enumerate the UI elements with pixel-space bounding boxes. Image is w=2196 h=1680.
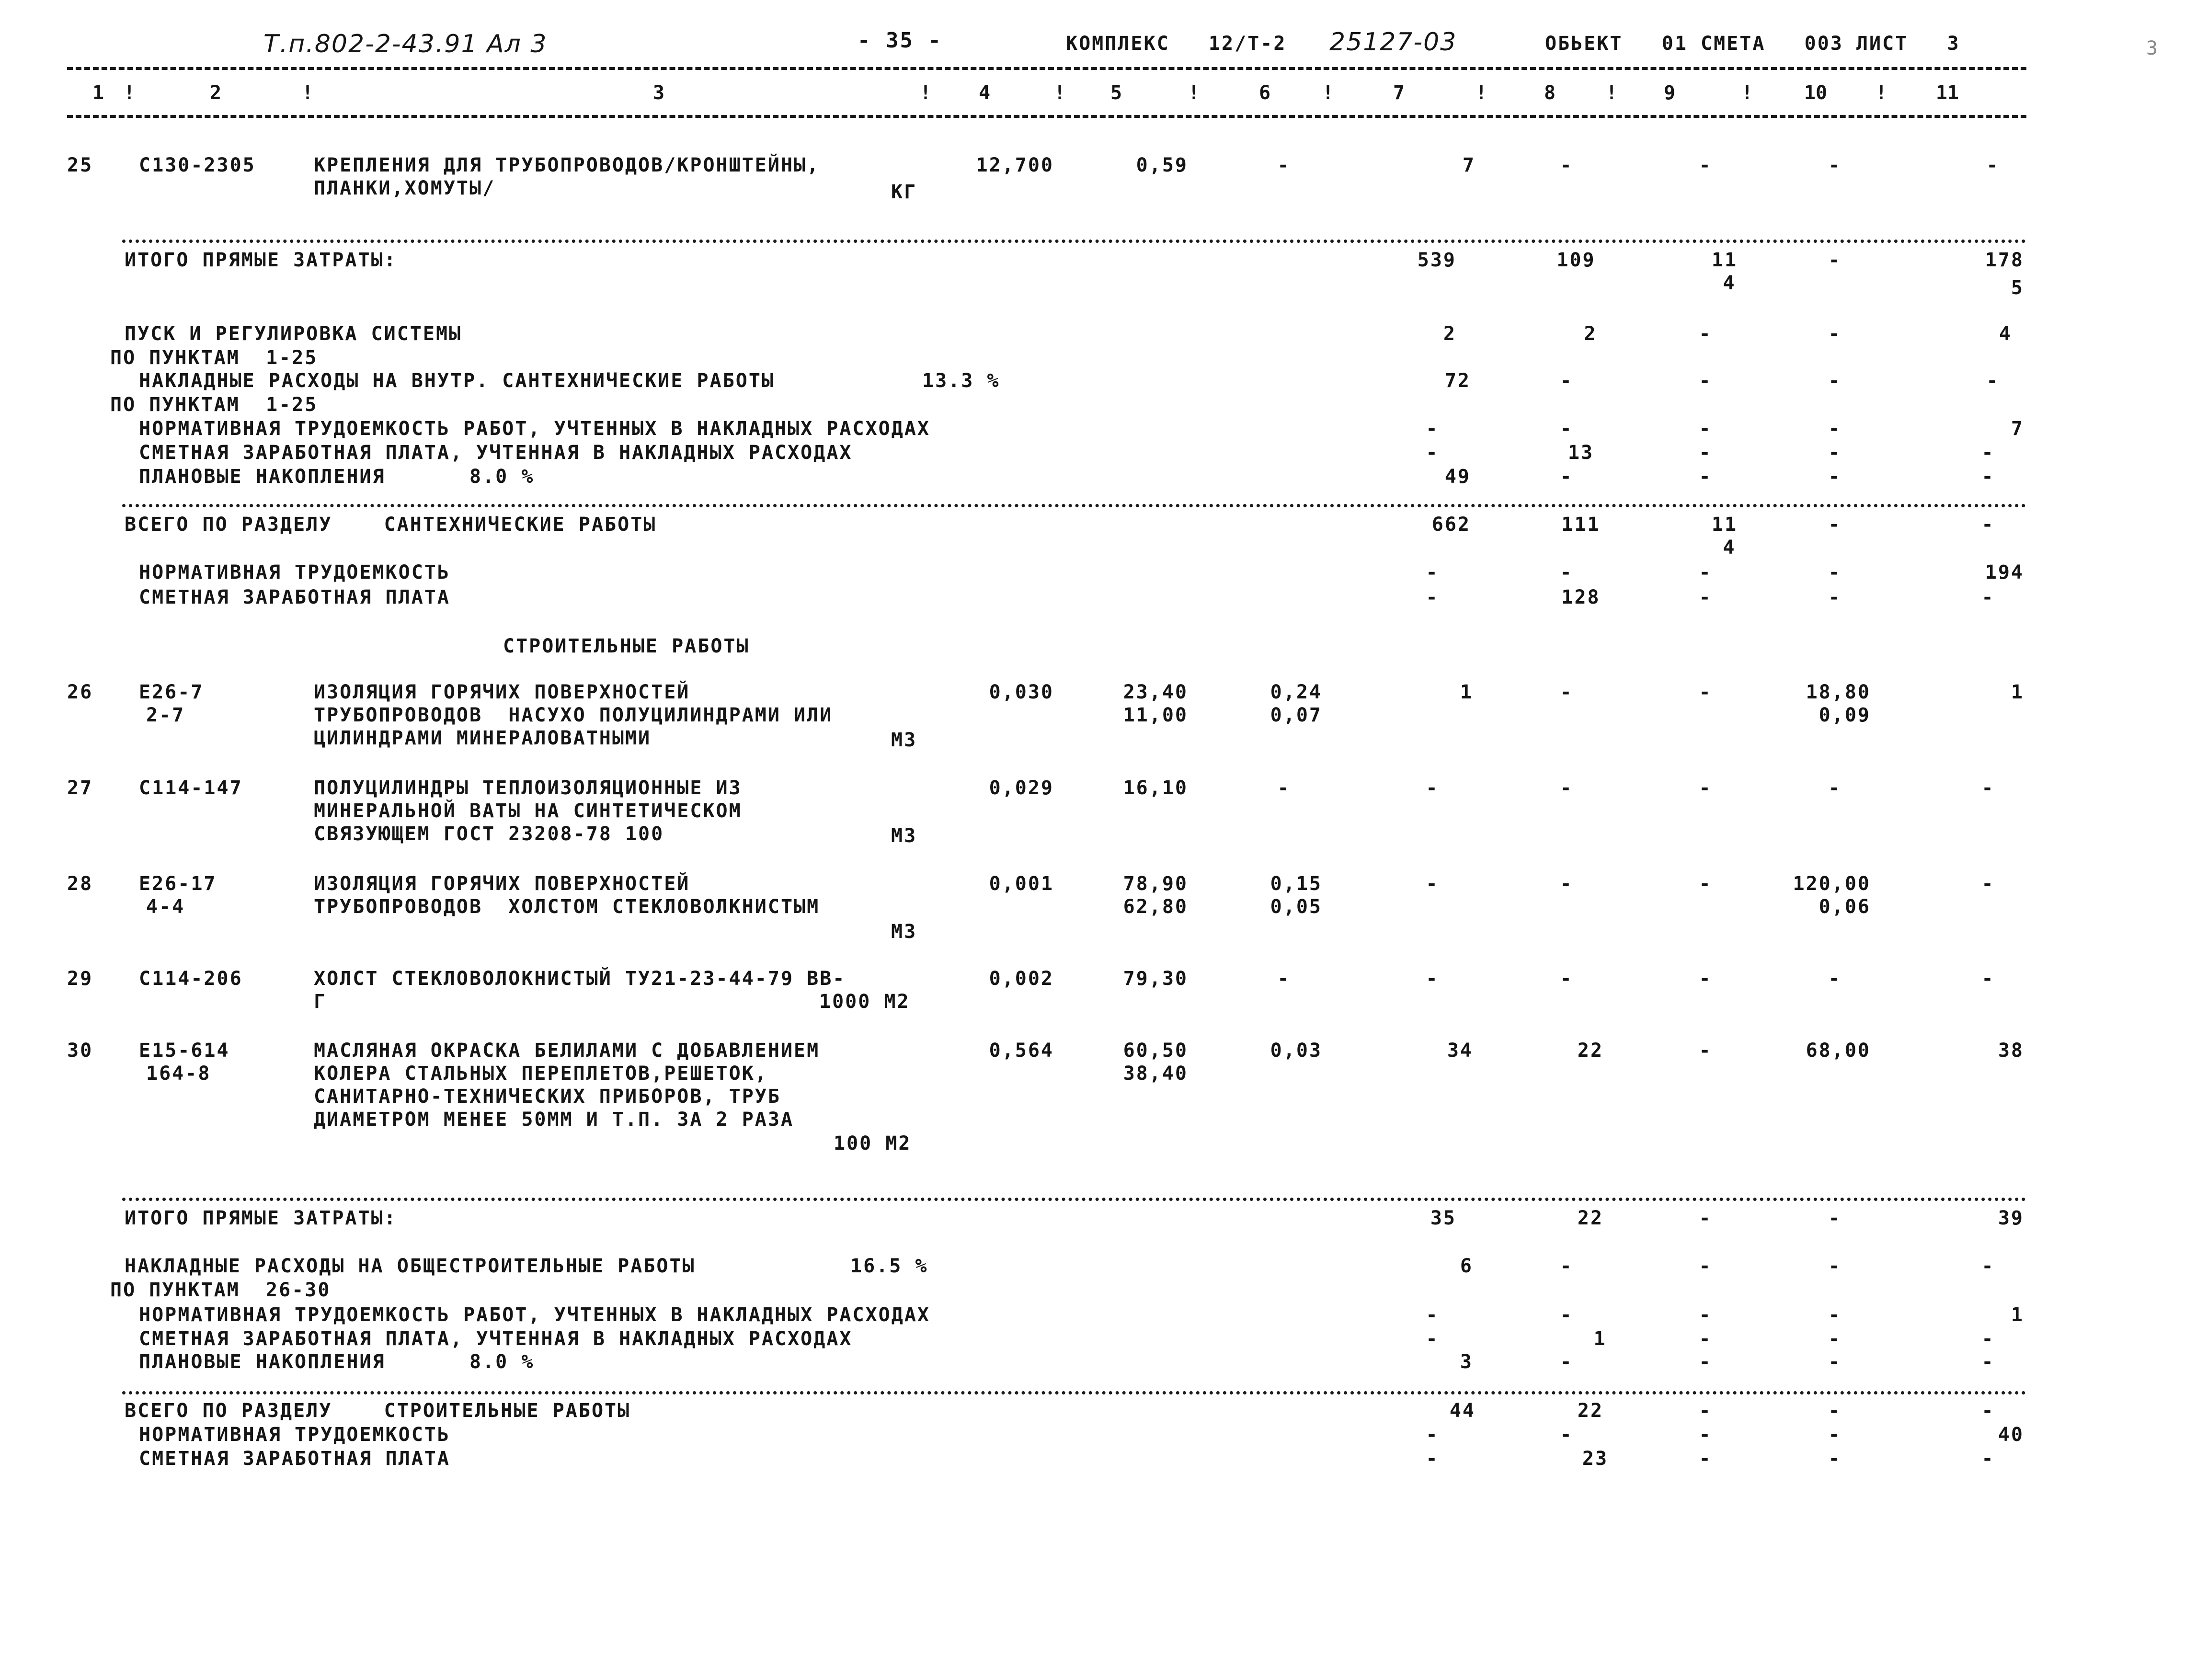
cell-col6: 0,03 [1270,1040,1322,1062]
cell-col10: - [1828,968,1841,990]
cell-col9: - [1699,1400,1712,1422]
cell-col7: 7 [1462,154,1475,176]
handwritten-complex-number: 25127-03 [1329,28,1457,57]
cell-col11: - [1981,1255,1995,1277]
wage-label: СМЕТНАЯ ЗАРАБОТНАЯ ПЛАТА [139,586,450,608]
cell-col11: - [1986,370,2000,392]
row-quantity: 0,029 [989,777,1054,799]
cell-col8: - [1560,1424,1573,1446]
cell-col7: - [1426,1328,1439,1350]
cell-col7: 72 [1444,370,1471,392]
cell-col8: - [1560,1255,1573,1277]
col-header-10: 10 [1804,82,1828,104]
col-header-1: 1 [92,82,104,104]
wage-in-overhead-label: СМЕТНАЯ ЗАРАБОТНАЯ ПЛАТА, УЧТЕННАЯ В НАКЛАДНЫХ РАСХОДАХ [139,1328,853,1350]
cell-col8: 2 [1584,323,1597,345]
row-unit-price-sub: 62,80 [1123,896,1188,918]
cell-col7: - [1426,1304,1439,1326]
cell-col7: 539 [1417,249,1456,271]
row-unit-price: 78,90 [1123,873,1188,895]
cell-col10: - [1828,1255,1841,1277]
cell-col9: - [1699,1207,1712,1229]
startup-label: ПУСК И РЕГУЛИРОВКА СИСТЕМЫ [125,323,462,345]
wage-label: СМЕТНАЯ ЗАРАБОТНАЯ ПЛАТА [139,1448,450,1470]
cell-col7: - [1426,418,1439,440]
cell-col8: 22 [1577,1400,1604,1422]
cell-col9: 11 [1711,249,1738,271]
cell-col9: - [1699,561,1712,583]
row-number: 26 [67,681,93,703]
cell-col6: 0,24 [1270,681,1322,703]
cell-col9: - [1699,968,1712,990]
row-code: Е15-614 [139,1040,230,1062]
cell-col9-sub: 4 [1723,272,1736,294]
cell-col10: - [1828,1351,1841,1373]
row-description: ИЗОЛЯЦИЯ ГОРЯЧИХ ПОВЕРХНОСТЕЙ [314,681,690,703]
savings-label: ПЛАНОВЫЕ НАКОПЛЕНИЯ [139,1351,386,1373]
cell-col6: - [1277,777,1291,799]
col-separator: ! [1606,82,1618,104]
cell-col9: - [1699,1040,1712,1062]
cell-col7: - [1426,873,1439,895]
cell-col10: 18,80 [1806,681,1871,703]
cell-col8: 128 [1561,586,1601,608]
direct-costs-label: ИТОГО ПРЯМЫЕ ЗАТРАТЫ: [125,249,397,271]
cell-col9: - [1699,370,1712,392]
cell-col9: - [1699,1304,1712,1326]
cell-col8: - [1560,1304,1573,1326]
row-quantity: 12,700 [976,154,1054,176]
overhead-rate: 13.3 % [922,370,1000,392]
cell-col9: - [1699,1424,1712,1446]
cell-col11: - [1981,1351,1995,1373]
row-unit: М3 [891,825,917,847]
cell-col11: 40 [1998,1424,2024,1446]
section-total-label: ВСЕГО ПО РАЗДЕЛУ СТРОИТЕЛЬНЫЕ РАБОТЫ [125,1400,631,1422]
row-description: ПОЛУЦИЛИНДРЫ ТЕПЛОИЗОЛЯЦИОННЫЕ ИЗ [314,777,742,799]
cell-col11: 194 [1985,561,2024,583]
cell-col11: - [1981,1328,1995,1350]
row-number: 30 [67,1040,93,1062]
cell-col7: - [1426,968,1439,990]
cell-col9: - [1699,873,1712,895]
dotted-separator [122,1198,2026,1201]
cell-col8: 23 [1582,1448,1609,1470]
cell-col9: - [1699,586,1712,608]
cell-col10-sub: 0,09 [1819,704,1871,726]
points-range-label: ПО ПУНКТАМ 1-25 [110,394,318,416]
cell-col10: - [1828,323,1841,345]
cell-col8: 22 [1577,1207,1604,1229]
row-code: Е26-17 [139,873,217,895]
cell-col9-sub: 4 [1723,537,1736,559]
row-unit-price: 60,50 [1123,1040,1188,1062]
cell-col9: - [1699,442,1712,464]
header-rule-bottom [67,115,2026,118]
col-header-11: 11 [1935,82,1959,104]
cell-col8: - [1560,681,1573,703]
row-description: ТРУБОПРОВОДОВ ХОЛСТОМ СТЕКЛОВОЛКНИСТЫМ [314,896,820,918]
savings-label: ПЛАНОВЫЕ НАКОПЛЕНИЯ [139,466,386,488]
corner-mark: 3 [2146,37,2160,59]
cell-col10: - [1828,418,1841,440]
savings-rate: 8.0 % [469,1351,535,1373]
col-separator: ! [302,82,314,104]
overhead-label: НАКЛАДНЫЕ РАСХОДЫ НА ОБЩЕСТРОИТЕЛЬНЫЕ РАБОТЫ [125,1255,696,1277]
cell-col11: - [1986,154,2000,176]
row-description: САНИТАРНО-ТЕХНИЧЕСКИХ ПРИБОРОВ, ТРУБ [314,1086,781,1108]
col-separator: ! [920,82,932,104]
cell-col11: 178 [1985,249,2024,271]
cell-col8: - [1560,154,1573,176]
row-description: СВЯЗУЮЩЕМ ГОСТ 23208-78 100 [314,823,664,845]
cell-col9: - [1699,777,1712,799]
row-description: КОЛЕРА СТАЛЬНЫХ ПЕРЕПЛЕТОВ,РЕШЕТОК, [314,1063,768,1085]
col-header-8: 8 [1544,82,1556,104]
cell-col8: - [1560,418,1573,440]
cell-col6: 0,15 [1270,873,1322,895]
cell-col8: - [1560,1351,1573,1373]
cell-col11: - [1981,777,1995,799]
cell-col7: - [1426,1424,1439,1446]
cell-col11: 1 [2011,1304,2024,1326]
points-range-label: ПО ПУНКТАМ 1-25 [110,347,318,369]
cell-col7: - [1426,586,1439,608]
row-unit: М3 [891,729,917,751]
cell-col8: - [1560,561,1573,583]
cell-col10: - [1828,586,1841,608]
row-code-sub: 4-4 [146,896,185,918]
cell-col6-sub: 0,05 [1270,896,1322,918]
row-quantity: 0,564 [989,1040,1054,1062]
cell-col7: 6 [1460,1255,1473,1277]
row-unit-price-sub: 38,40 [1123,1063,1188,1085]
dotted-separator [122,504,2026,507]
row-unit: КГ [891,181,917,203]
cell-col10: - [1828,1328,1841,1350]
savings-rate: 8.0 % [469,466,535,488]
cell-col7: 1 [1460,681,1473,703]
row-number: 25 [67,154,93,176]
wage-in-overhead-label: СМЕТНАЯ ЗАРАБОТНАЯ ПЛАТА, УЧТЕННАЯ В НАКЛАДНЫХ РАСХОДАХ [139,442,853,464]
cell-col10: - [1828,1304,1841,1326]
row-code: Е26-7 [139,681,204,703]
cell-col7: - [1426,777,1439,799]
norm-in-overhead-label: НОРМАТИВНАЯ ТРУДОЕМКОСТЬ РАБОТ, УЧТЕННЫХ В НАКЛАДНЫХ РАСХОДАХ [139,1304,931,1326]
cell-col11: 38 [1998,1040,2024,1062]
cell-col8: 22 [1577,1040,1604,1062]
cell-col8: - [1560,370,1573,392]
overhead-rate: 16.5 % [850,1255,928,1277]
row-unit: 100 М2 [834,1132,912,1154]
row-description: ТРУБОПРОВОДОВ НАСУХО ПОЛУЦИЛИНДРАМИ ИЛИ [314,704,833,726]
row-description: МАСЛЯНАЯ ОКРАСКА БЕЛИЛАМИ С ДОБАВЛЕНИЕМ [314,1040,820,1062]
cell-col11: - [1981,1448,1995,1470]
dotted-separator [122,240,2026,243]
row-code: С114-147 [139,777,243,799]
row-number: 27 [67,777,93,799]
cell-col8: - [1560,968,1573,990]
cell-col10: - [1828,466,1841,488]
cell-col11: - [1981,873,1995,895]
cell-col7: 3 [1460,1351,1473,1373]
cell-col6: - [1277,968,1291,990]
complex-label: КОМПЛЕКС 12/Т-2 [1066,33,1287,55]
cell-col10: - [1828,1207,1841,1229]
cell-col11: - [1981,466,1995,488]
cell-col8: - [1560,777,1573,799]
col-separator: ! [1741,82,1753,104]
row-description: ЦИЛИНДРАМИ МИНЕРАЛОВАТНЫМИ [314,727,652,749]
cell-col8: 13 [1567,442,1594,464]
cell-col6: - [1277,154,1291,176]
cell-col9: - [1699,681,1712,703]
row-code-sub: 164-8 [146,1063,211,1085]
row-description: ХОЛСТ СТЕКЛОВОЛОКНИСТЫЙ ТУ21-23-44-79 ВВ- [314,968,846,990]
row-unit: М3 [891,921,917,943]
row-unit-price: 79,30 [1123,968,1188,990]
cell-col10: - [1828,154,1841,176]
cell-col11: - [1981,514,1995,536]
cell-col6-sub: 0,07 [1270,704,1322,726]
cell-col11: - [1981,442,1995,464]
norm-labor-label: НОРМАТИВНАЯ ТРУДОЕМКОСТЬ [139,1424,450,1446]
norm-in-overhead-label: НОРМАТИВНАЯ ТРУДОЕМКОСТЬ РАБОТ, УЧТЕННЫХ В НАКЛАДНЫХ РАСХОДАХ [139,418,931,440]
col-separator: ! [1876,82,1887,104]
col-separator: ! [1475,82,1487,104]
cell-col10: - [1828,1448,1841,1470]
col-header-5: 5 [1110,82,1122,104]
cell-col7: - [1426,1448,1439,1470]
cell-col10: - [1828,442,1841,464]
row-code-sub: 2-7 [146,704,185,726]
row-description: КРЕПЛЕНИЯ ДЛЯ ТРУБОПРОВОДОВ/КРОНШТЕЙНЫ, [314,154,820,176]
cell-col9: - [1699,1448,1712,1470]
row-description: ПЛАНКИ,ХОМУТЫ/ [314,177,496,199]
col-separator: ! [1054,82,1066,104]
cell-col11: - [1981,1400,1995,1422]
cell-col8: 111 [1561,514,1601,536]
cell-col7: 44 [1449,1400,1475,1422]
cell-col11: 7 [2011,418,2024,440]
cell-col10: 68,00 [1806,1040,1871,1062]
row-number: 28 [67,873,93,895]
col-separator: ! [1322,82,1334,104]
cell-col11: 1 [2011,681,2024,703]
row-description: ДИАМЕТРОМ МЕНЕЕ 50ММ И Т.П. ЗА 2 РАЗА [314,1109,794,1131]
col-header-2: 2 [209,82,222,104]
row-description: ИЗОЛЯЦИЯ ГОРЯЧИХ ПОВЕРХНОСТЕЙ [314,873,690,895]
cell-col9: - [1699,1328,1712,1350]
col-header-7: 7 [1393,82,1405,104]
cell-col11: 4 [1999,323,2012,345]
row-unit: 1000 М2 [819,991,910,1013]
cell-col8: - [1560,466,1573,488]
row-unit-price-sub: 11,00 [1123,704,1188,726]
direct-costs-label: ИТОГО ПРЯМЫЕ ЗАТРАТЫ: [125,1207,397,1229]
page-number: - 35 - [858,28,942,53]
row-quantity: 0,030 [989,681,1054,703]
cell-col7: 49 [1444,466,1471,488]
cell-col9: - [1699,418,1712,440]
cell-col7: - [1426,442,1439,464]
cell-col9: - [1699,154,1712,176]
row-description: МИНЕРАЛЬНОЙ ВАТЫ НА СИНТЕТИЧЕСКОМ [314,800,742,822]
points-range-label: ПО ПУНКТАМ 26-30 [110,1279,331,1301]
col-header-6: 6 [1258,82,1271,104]
norm-labor-label: НОРМАТИВНАЯ ТРУДОЕМКОСТЬ [139,561,450,583]
cell-col7: 662 [1431,514,1471,536]
row-code: С114-206 [139,968,243,990]
cell-col9: 11 [1711,514,1738,536]
col-header-4: 4 [978,82,991,104]
cell-col10: - [1828,370,1841,392]
cell-col11: - [1981,586,1995,608]
cell-col11: - [1981,968,1995,990]
cell-col7: - [1426,561,1439,583]
row-number: 29 [67,968,93,990]
cell-col10-sub: 0,06 [1819,896,1871,918]
col-separator: ! [1188,82,1200,104]
col-header-9: 9 [1663,82,1676,104]
cell-col9: - [1699,323,1712,345]
row-unit-price: 0,59 [1136,154,1188,176]
cell-col7: 34 [1447,1040,1473,1062]
row-code: С130-2305 [139,154,256,176]
cell-col11: 39 [1998,1207,2024,1229]
row-quantity: 0,001 [989,873,1054,895]
row-description: Г [314,991,327,1013]
object-estimate-sheet-label: ОБЬЕКТ 01 СМЕТА 003 ЛИСТ 3 [1545,33,1960,55]
cell-col8: 109 [1556,249,1596,271]
cell-col9: - [1699,1351,1712,1373]
row-quantity: 0,002 [989,968,1054,990]
row-unit-price: 23,40 [1123,681,1188,703]
cell-col7: 2 [1443,323,1456,345]
cell-col10: - [1828,1400,1841,1422]
cell-col10: - [1828,249,1841,271]
cell-col7: 35 [1430,1207,1456,1229]
dotted-separator [122,1391,2026,1394]
cell-col10: - [1828,777,1841,799]
col-separator: ! [124,82,136,104]
overhead-label: НАКЛАДНЫЕ РАСХОДЫ НА ВНУТР. САНТЕХНИЧЕСКИЕ РАБОТЫ [139,370,775,392]
handwritten-document-code: Т.п.802-2-43.91 Ал 3 [263,30,548,58]
row-unit-price: 16,10 [1123,777,1188,799]
cell-col11-sub: 5 [2011,277,2024,299]
cell-col9: - [1699,466,1712,488]
cell-col9: - [1699,1255,1712,1277]
section-total-label: ВСЕГО ПО РАЗДЕЛУ САНТЕХНИЧЕСКИЕ РАБОТЫ [125,514,657,536]
cell-col10: - [1828,1424,1841,1446]
cell-col10: - [1828,514,1841,536]
col-header-3: 3 [652,82,665,104]
cell-col8: 1 [1593,1328,1607,1350]
header-rule-top [67,67,2026,70]
section-title: СТРОИТЕЛЬНЫЕ РАБОТЫ [503,635,750,657]
cell-col10: 120,00 [1793,873,1871,895]
cell-col10: - [1828,561,1841,583]
cell-col8: - [1560,873,1573,895]
